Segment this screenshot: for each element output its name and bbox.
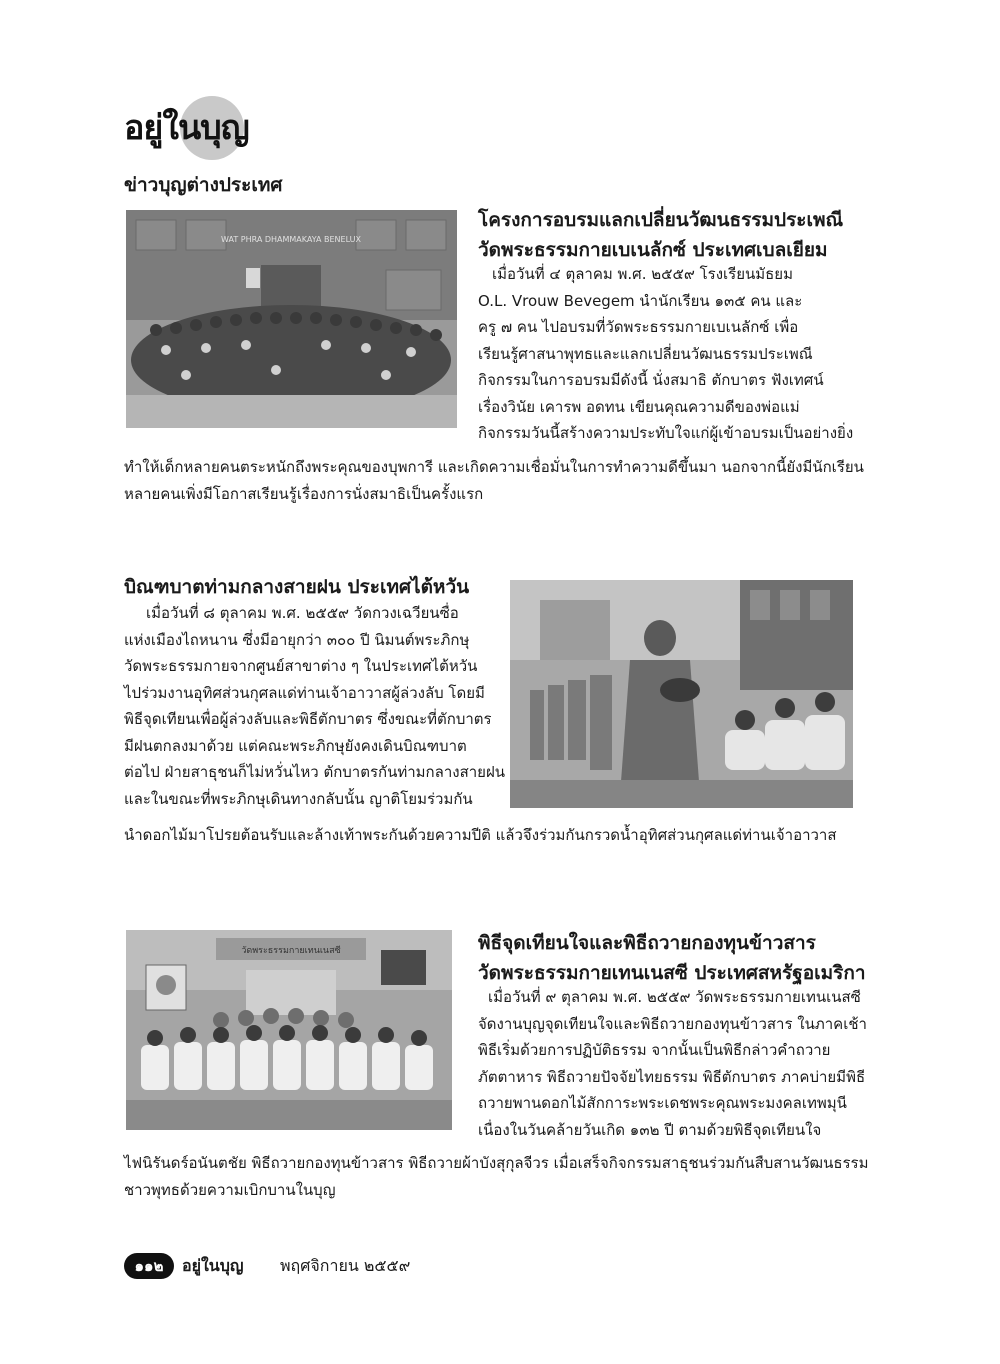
body-line: และในขณะที่พระภิกษุเดินทางกลับนั้น ญาติโยมร่วมกัน (124, 789, 473, 808)
alms-photo-image (510, 580, 853, 808)
body-line: เรื่องวินัย เคารพ อดทน เขียนคุณความดีของพ่อแม่ (478, 397, 800, 416)
body-line: ภัตตาหาร พิธีถวายปัจจัยไทยธรรม พิธีตักบาตร ภาคบ่ายมีพิธี (478, 1067, 866, 1086)
body-line: กิจกรรมวันนี้สร้างความประทับใจแก่ผู้เข้าอบรมเป็นอย่างยิ่ง (478, 424, 854, 442)
body-line: แห่งเมืองไถหนาน ซึ่งมีอายุกว่า ๓๐๐ ปี นิมนต์พระภิกษุ (124, 630, 470, 649)
title-line: พิธีจุดเทียนใจและพิธีถวายกองทุนข้าวสาร (478, 932, 816, 954)
section-title: ข่าวบุญต่างประเทศ (124, 174, 283, 196)
title-line: โครงการอบรมแลกเปลี่ยนวัฒนธรรมประเพณี (478, 209, 844, 231)
body-line: เมื่อวันที่ ๘ ตุลาคม พ.ศ. ๒๕๕๙ วัดกวงเฉวียนซื่อ (146, 604, 459, 622)
body-line: ต่อไป ฝ่ายสาธุชนก็ไม่หวั่นไหว ตักบาตรกันท่ามกลางสายฝน (124, 763, 505, 781)
body-line: นำดอกไม้มาโปรยต้อนรับและล้างเท้าพระกันด้วยความปีติ แล้วจึงร่วมกันกรวดน้ำอุทิศส่วนกุศลแด่ท่านเจ้าอาวาส (124, 826, 837, 844)
body-line: ไฟนิรันดร์อนันตชัย พิธีถวายกองทุนข้าวสาร พิธีถวายผ้าบังสุกุลจีวร เมื่อเสร็จกิจกรรมสาธุชนร่วมกันสืบสานวัฒนธรรม (124, 1154, 869, 1172)
title-line: วัดพระธรรมกายเทนเนสซี ประเทศสหรัฐอเมริกา (478, 962, 866, 984)
article-3-body-side (478, 984, 867, 1143)
article-2-body-side (124, 600, 505, 812)
article-3-photo (126, 930, 452, 1130)
body-line: จัดงานบุญจุดเทียนใจและพิธีถวายกองทุนข้าวสาร ในภาคเช้า (478, 1014, 867, 1033)
body-line: พิธีจุดเทียนเพื่อผู้ล่วงลับและพิธีตักบาตร ซึ่งขณะที่ตักบาตร (124, 710, 492, 728)
ceremony-photo-image (126, 930, 452, 1130)
article-2-photo (510, 580, 853, 808)
title-line: บิณฑบาตท่ามกลางสายฝน ประเทศไต้หวัน (124, 576, 470, 598)
body-line: ทำให้เด็กหลายคนตระหนักถึงพระคุณของบุพการี และเกิดความเชื่อมั่นในการทำความดีขึ้นมา นอกจากนี้ยังมีนักเรียน (124, 458, 864, 476)
article-2-title (124, 572, 469, 602)
magazine-logo: อยู่ในบุญ (124, 108, 249, 148)
body-line: เมื่อวันที่ ๙ ตุลาคม พ.ศ. ๒๕๕๙ วัดพระธรรมกายเทนเนสซี (488, 988, 861, 1006)
body-line: ไปร่วมงานอุทิศส่วนกุศลแด่ท่านเจ้าอาวาสผู้ล่วงลับ โดยมี (124, 683, 485, 702)
body-line: วัดพระธรรมกายจากศูนย์สาขาต่าง ๆ ในประเทศไต้หวัน (124, 657, 478, 675)
body-line: มีฝนตกลงมาด้วย แต่คณะพระภิกษุยังคงเดินบิณฑบาต (124, 736, 467, 755)
footer-magazine-name: อยู่ในบุญ (182, 1256, 244, 1275)
article-1-title (478, 205, 843, 265)
footer-issue-date: พฤศจิกายน ๒๕๕๙ (280, 1256, 411, 1275)
body-line: หลายคนเพิ่งมีโอกาสเรียนรู้เรื่องการนั่งสมาธิเป็นครั้งแรก (124, 484, 484, 503)
body-line: ชาวพุทธด้วยความเบิกบานในบุญ (124, 1180, 336, 1199)
body-line: ถวายพานดอกไม้สักการะพระเดชพระคุณพระมงคลเทพมุนี (478, 1094, 847, 1112)
body-line: เนื่องในวันคล้ายวันเกิด ๑๓๒ ปี ตามด้วยพิธีจุดเทียนใจ (478, 1120, 822, 1139)
body-line: เรียนรู้ศาสนาพุทธและแลกเปลี่ยนวัฒนธรรมประเพณี (478, 344, 813, 363)
article-3-title (478, 928, 866, 988)
temple-banner: วัดพระธรรมกายเทนเนสซี (241, 946, 341, 956)
article-1-photo (126, 210, 457, 428)
title-line: วัดพระธรรมกายเบเนลักซ์ ประเทศเบลเยียม (478, 239, 828, 261)
article-1-body-full (124, 454, 864, 507)
body-line: ครู ๗ คน ไปอบรมที่วัดพระธรรมกายเบเนลักซ์ เพื่อ (478, 318, 799, 336)
group-photo-image (126, 210, 457, 428)
body-line: เมื่อวันที่ ๔ ตุลาคม พ.ศ. ๒๕๕๙ โรงเรียนมัธยม (492, 265, 793, 283)
body-line: O.L. Vrouw Bevegem นำนักเรียน ๑๓๕ คน และ (478, 291, 803, 310)
body-line: กิจกรรมในการอบรมมีดังนี้ นั่งสมาธิ ตักบาตร ฟังเทศน์ (478, 371, 824, 389)
body-line: พิธีเริ่มด้วยการปฏิบัติธรรม จากนั้นเป็นพิธีกล่าวคำถวาย (478, 1041, 831, 1059)
article-3-body-full (124, 1150, 869, 1203)
page-number: ๑๑๒ (124, 1253, 174, 1279)
temple-sign: WAT PHRA DHAMMAKAYA BENELUX (221, 235, 361, 244)
article-2-body-full (124, 822, 864, 849)
article-1-body-side (478, 261, 858, 447)
